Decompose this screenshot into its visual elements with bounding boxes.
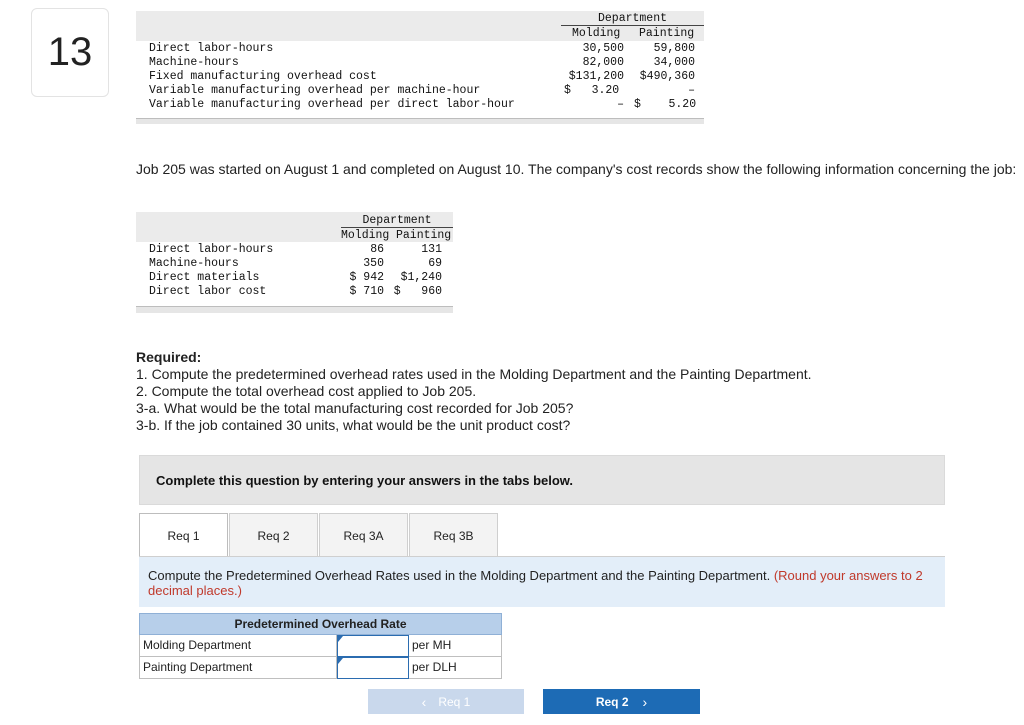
- question-number: 13: [31, 8, 109, 97]
- next-req-button[interactable]: [543, 689, 700, 714]
- table1-molding-value: $131,200: [568, 70, 624, 83]
- rate-input-cell: [337, 657, 409, 679]
- overhead-rate-table: [139, 613, 502, 679]
- rate-unit: per DLH: [409, 657, 502, 679]
- table2-department-header: Department: [341, 214, 453, 228]
- table1-molding-value: 82,000: [582, 56, 624, 69]
- rate-input-cell: [337, 635, 409, 657]
- prev-req-button[interactable]: [368, 689, 524, 714]
- table2-molding-value: 350: [363, 257, 384, 270]
- table2-row-label: Direct materials: [149, 271, 260, 284]
- question-prompt: [139, 557, 945, 607]
- cell-marker-icon: [338, 636, 343, 642]
- rate-unit: per MH: [409, 635, 502, 657]
- job-data-table: [136, 212, 453, 313]
- chevron-left-icon: ‹: [421, 693, 427, 710]
- molding-rate-input[interactable]: [338, 636, 408, 656]
- tab-req-2[interactable]: Req 2: [229, 513, 318, 557]
- table1-painting-value: –: [688, 84, 695, 97]
- instruction-bar: Complete this question by entering your answers in the tabs below.: [139, 455, 945, 505]
- prev-req-label: Req 1: [438, 694, 471, 709]
- table2-painting-value: 131: [421, 243, 442, 256]
- requirement-tabs: [139, 513, 499, 557]
- table1-molding-value: 30,500: [582, 42, 624, 55]
- table2-molding-value: $ 942: [349, 271, 384, 284]
- table1-col-molding: Molding: [572, 27, 621, 40]
- table1-row-label: Variable manufacturing overhead per direct labor-hour: [149, 98, 515, 111]
- required-item: 3-b. If the job contained 30 units, what would be the unit product cost?: [136, 417, 571, 433]
- table2-painting-value: $1,240: [400, 271, 442, 284]
- tab-req-3a[interactable]: Req 3A: [319, 513, 408, 557]
- table1-molding-value: –: [617, 98, 624, 111]
- table1-molding-value: $ 3.20: [564, 84, 620, 97]
- rate-table-header: Predetermined Overhead Rate: [139, 613, 502, 635]
- rate-row-molding: [139, 635, 502, 657]
- table1-row-label: Machine-hours: [149, 56, 239, 69]
- table1-department-header: Department: [561, 12, 704, 26]
- cell-marker-icon: [338, 658, 343, 664]
- table1-row-label: Direct labor-hours: [149, 42, 274, 55]
- table2-col-painting: Painting: [396, 229, 452, 242]
- rate-row-painting: [139, 657, 502, 679]
- table2-molding-value: 86: [370, 243, 384, 256]
- table2-row-label: Direct labor cost: [149, 285, 267, 298]
- rate-row-label: Painting Department: [139, 657, 337, 679]
- table2-molding-value: $ 710: [349, 285, 384, 298]
- chevron-right-icon: ›: [642, 693, 648, 710]
- tab-req-3b[interactable]: Req 3B: [409, 513, 498, 557]
- required-item: 3-a. What would be the total manufacturing cost recorded for Job 205?: [136, 400, 574, 416]
- rounding-note: (Round your answers to 2 decimal places.): [148, 568, 923, 598]
- tab-req-1[interactable]: Req 1: [139, 513, 228, 557]
- table2-painting-value: $ 960: [393, 285, 442, 298]
- table2-row-label: Machine-hours: [149, 257, 239, 270]
- table2-row-label: Direct labor-hours: [149, 243, 274, 256]
- rate-row-label: Molding Department: [139, 635, 337, 657]
- overhead-data-table: [136, 11, 704, 124]
- painting-rate-input[interactable]: [338, 658, 408, 678]
- job-description: Job 205 was started on August 1 and completed on August 10. The company's cost records show the following information concerning the job:: [136, 161, 1017, 177]
- table1-painting-value: 34,000: [653, 56, 695, 69]
- table1-painting-value: 59,800: [653, 42, 695, 55]
- next-req-label: Req 2: [595, 694, 629, 709]
- table1-painting-value: $490,360: [639, 70, 695, 83]
- prompt-text: Compute the Predetermined Overhead Rates used in the Molding Department and the Painting Department.: [148, 568, 771, 583]
- required-heading: Required:: [136, 349, 202, 365]
- table2-col-molding: Molding: [341, 229, 390, 242]
- required-section: [136, 349, 1016, 434]
- table1-col-painting: Painting: [639, 27, 695, 40]
- table1-row-label: Fixed manufacturing overhead cost: [149, 70, 377, 83]
- table1-row-label: Variable manufacturing overhead per machine-hour: [149, 84, 481, 97]
- table1-painting-value: $ 5.20: [634, 98, 697, 111]
- table2-painting-value: 69: [428, 257, 442, 270]
- required-item: 2. Compute the total overhead cost applied to Job 205.: [136, 383, 477, 399]
- required-item: 1. Compute the predetermined overhead rates used in the Molding Department and the Painting Department.: [136, 366, 812, 382]
